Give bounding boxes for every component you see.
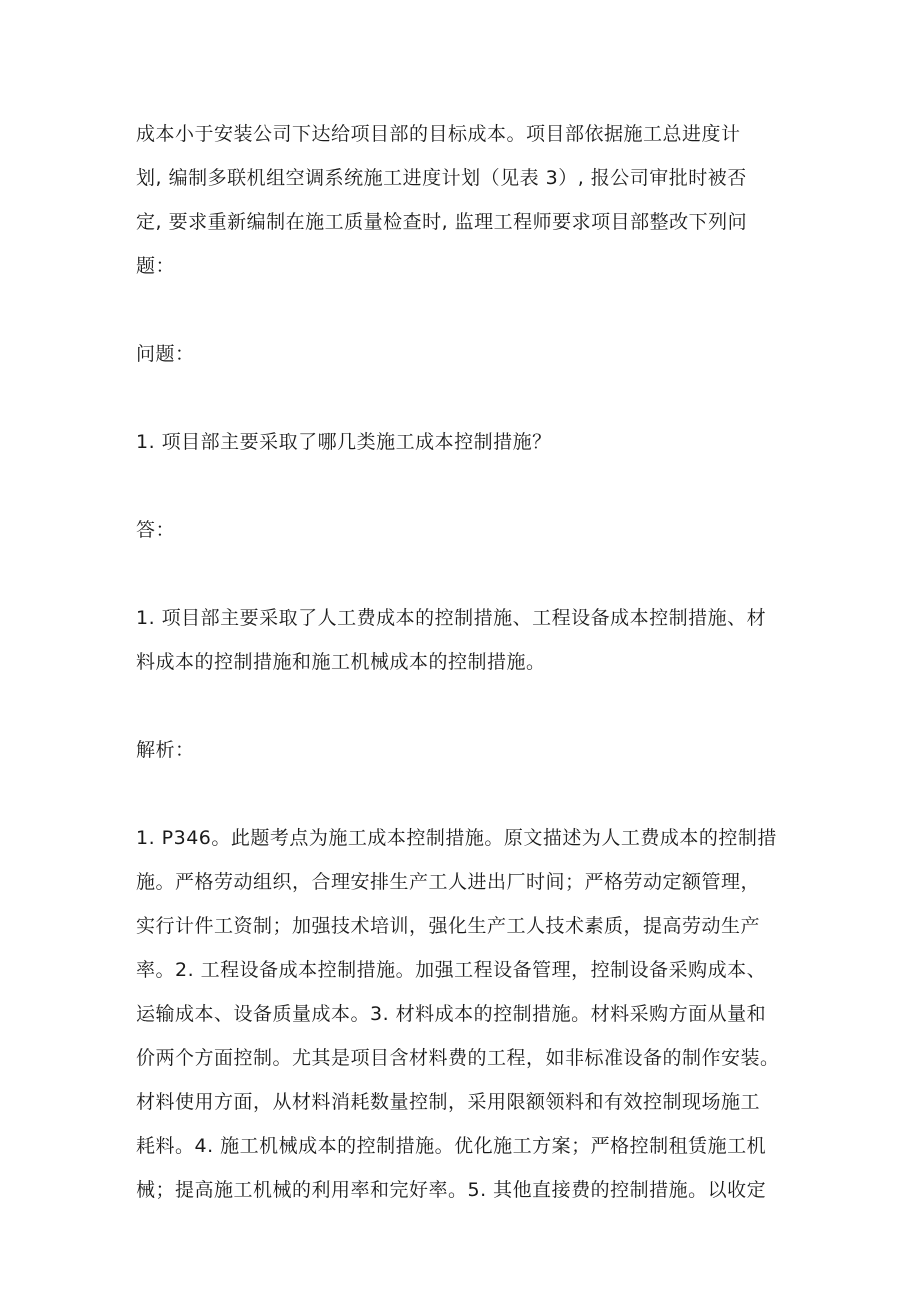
text-line: 实行计件工资制；加强技术培训，强化生产工人技术素质，提高劳动生产	[136, 915, 761, 937]
question-item: 1. 项目部主要采取了哪几类施工成本控制措施？	[136, 431, 552, 453]
text-line: 1. 项目部主要采取了人工费成本的控制措施、工程设备成本控制措施、材	[136, 607, 767, 629]
text-line: 定, 要求重新编制在施工质量检查时, 监理工程师要求项目部整改下列问	[136, 211, 748, 233]
analysis-heading: 解析：	[136, 739, 195, 761]
document-body	[136, 112, 796, 1212]
answer-paragraph	[136, 596, 796, 684]
analysis-paragraph	[136, 816, 796, 1212]
text-line: 械；提高施工机械的利用率和完好率。5. 其他直接费的控制措施。以收定	[136, 1179, 767, 1201]
text-line: 率。2. 工程设备成本控制措施。加强工程设备管理，控制设备采购成本、	[136, 959, 767, 981]
text-line: 料成本的控制措施和施工机械成本的控制措施。	[136, 651, 546, 673]
text-line: 耗料。4. 施工机械成本的控制措施。优化施工方案；严格控制租赁施工机	[136, 1135, 767, 1157]
text-line: 划, 编制多联机组空调系统施工进度计划（见表 3）, 报公司审批时被否	[136, 167, 747, 189]
text-line: 1. P346。此题考点为施工成本控制措施。原文描述为人工费成本的控制措	[136, 827, 777, 849]
text-line: 施。严格劳动组织，合理安排生产工人进出厂时间；严格劳动定额管理，	[136, 871, 761, 893]
text-line: 题：	[136, 255, 176, 277]
text-line: 成本小于安装公司下达给项目部的目标成本。项目部依据施工总进度计	[136, 123, 741, 145]
text-line: 价两个方面控制。尤其是项目含材料费的工程，如非标准设备的制作安装。	[136, 1047, 780, 1069]
answer-heading: 答：	[136, 519, 176, 541]
text-line: 材料使用方面，从材料消耗数量控制，采用限额领料和有效控制现场施工	[136, 1091, 761, 1113]
intro-paragraph	[136, 112, 796, 288]
text-line: 运输成本、设备质量成本。3. 材料成本的控制措施。材料采购方面从量和	[136, 1003, 767, 1025]
question-heading: 问题：	[136, 343, 195, 365]
